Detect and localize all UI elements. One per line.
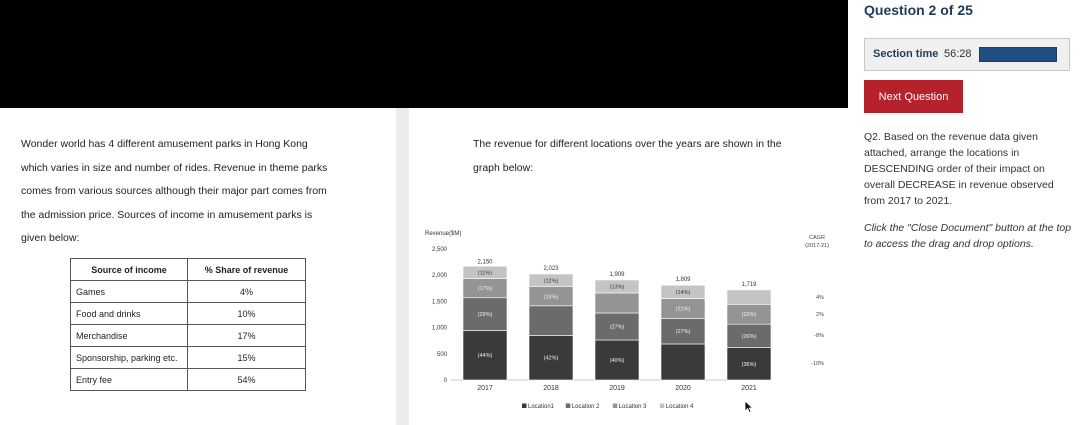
x-tick-label: 2018 <box>543 385 559 392</box>
bar-segment-label: (36%) <box>741 361 757 368</box>
bar-segment-label: (40%) <box>609 357 625 364</box>
section-timer <box>864 38 1070 71</box>
table-cell: Food and drinks <box>71 303 188 325</box>
table-row <box>71 347 306 369</box>
intro-line-5: given below: <box>21 232 80 244</box>
bar-segment <box>661 344 705 380</box>
bar-total-label: 1,809 <box>675 277 691 284</box>
chart-intro-line-2: graph below: <box>473 162 534 174</box>
table-row <box>71 281 306 303</box>
y-tick-label: 1,000 <box>431 325 447 332</box>
legend-swatch <box>660 404 665 409</box>
bar-segment-label: (21%) <box>675 306 691 313</box>
x-tick-label: 2017 <box>477 385 493 392</box>
question-hint: Click the "Close Document" button at the top to access the drag and drop options. <box>864 222 1072 250</box>
legend-label: Location1 <box>528 404 555 410</box>
table-cell: Merchandise <box>71 325 188 347</box>
y-tick-label: 0 <box>443 378 447 384</box>
cagr-value: -8% <box>814 333 824 339</box>
section-time-label: Section time <box>873 48 939 60</box>
legend-swatch <box>522 404 527 409</box>
table-cell: 10% <box>188 303 306 325</box>
section-time-value: 56:28 <box>944 48 972 60</box>
table-row <box>71 325 306 347</box>
intro-line-2: which varies in size and number of rides. Revenue in theme parks <box>21 162 328 174</box>
bar-segment-label: (14%) <box>675 289 691 296</box>
document-header-bar <box>0 0 848 108</box>
income-table <box>70 258 306 391</box>
table-cell: 15% <box>188 347 306 369</box>
x-tick-label: 2019 <box>609 385 625 392</box>
y-tick-label: 500 <box>436 351 447 358</box>
x-tick-label: 2020 <box>675 385 691 392</box>
bar-segment-label: (42%) <box>543 355 559 362</box>
mouse-cursor-icon <box>744 400 754 414</box>
bar-segment <box>529 306 573 336</box>
bar-segment-label: (27%) <box>609 324 625 331</box>
bar-segment-label: (44%) <box>477 353 493 360</box>
income-table-header-row <box>71 259 306 281</box>
table-row <box>71 369 306 391</box>
bar-total-label: 1,909 <box>609 271 625 278</box>
table-row <box>71 303 306 325</box>
section-time-progress-bar <box>979 47 1057 62</box>
cagr-title: CAGR <box>809 235 825 241</box>
chart-intro-line-1: The revenue for different locations over the years are shown in the <box>473 138 782 150</box>
table-cell: Sponsorship, parking etc. <box>71 347 188 369</box>
document-divider <box>396 108 409 425</box>
y-axis-label: Revenue($M) <box>425 231 462 237</box>
table-header: Source of income <box>71 259 188 281</box>
legend-swatch <box>613 404 618 409</box>
cagr-subtitle: (2017-21) <box>805 243 829 249</box>
bar-total-label: 2,150 <box>477 259 493 266</box>
table-cell: 54% <box>188 369 306 391</box>
intro-line-3: comes from various sources although their major part comes from <box>21 185 327 197</box>
bar-segment-label: (12%) <box>543 278 559 285</box>
y-tick-label: 2,000 <box>431 273 447 280</box>
bar-segment-label: (29%) <box>477 312 493 319</box>
table-cell: 17% <box>188 325 306 347</box>
next-question-button[interactable]: Next Question <box>864 80 963 113</box>
cagr-value: 2% <box>816 312 824 318</box>
intro-line-4: the admission price. Sources of income in amusement parks is <box>21 209 313 221</box>
revenue-stacked-bar-chart <box>420 225 840 420</box>
bar-segment-label: (17%) <box>477 286 493 293</box>
question-text: Q2. Based on the revenue data given attached, arrange the locations in DESCENDING order of their impact on overall DECREASE in revenue observed from 2017 to 2021. <box>864 131 1054 207</box>
bar-total-label: 2,023 <box>543 265 559 272</box>
question-counter: Question 2 of 25 <box>864 2 973 18</box>
bar-segment <box>727 290 771 304</box>
bar-segment <box>595 293 639 313</box>
y-tick-label: 1,500 <box>431 299 447 306</box>
cagr-value: 4% <box>816 295 824 301</box>
table-cell: Entry fee <box>71 369 188 391</box>
x-tick-label: 2021 <box>741 385 757 392</box>
bar-segment-label: (11%) <box>477 270 493 277</box>
table-cell: 4% <box>188 281 306 303</box>
intro-line-1: Wonder world has 4 different amusement parks in Hong Kong <box>21 138 308 150</box>
legend-label: Location 2 <box>571 404 600 410</box>
y-tick-label: 2,500 <box>431 247 447 253</box>
bar-segment-label: (26%) <box>741 333 757 340</box>
bar-total-label: 1,719 <box>741 281 757 288</box>
table-cell: Games <box>71 281 188 303</box>
bar-segment-label: (22%) <box>741 312 757 319</box>
bar-segment-label: (27%) <box>675 329 691 336</box>
table-header: % Share of revenue <box>188 259 306 281</box>
cagr-value: -10% <box>811 361 824 367</box>
legend-swatch <box>566 404 571 409</box>
bar-segment-label: (18%) <box>543 294 559 301</box>
bar-segment-label: (13%) <box>609 284 625 291</box>
legend-label: Location 3 <box>618 404 647 410</box>
legend-label: Location 4 <box>665 404 694 410</box>
